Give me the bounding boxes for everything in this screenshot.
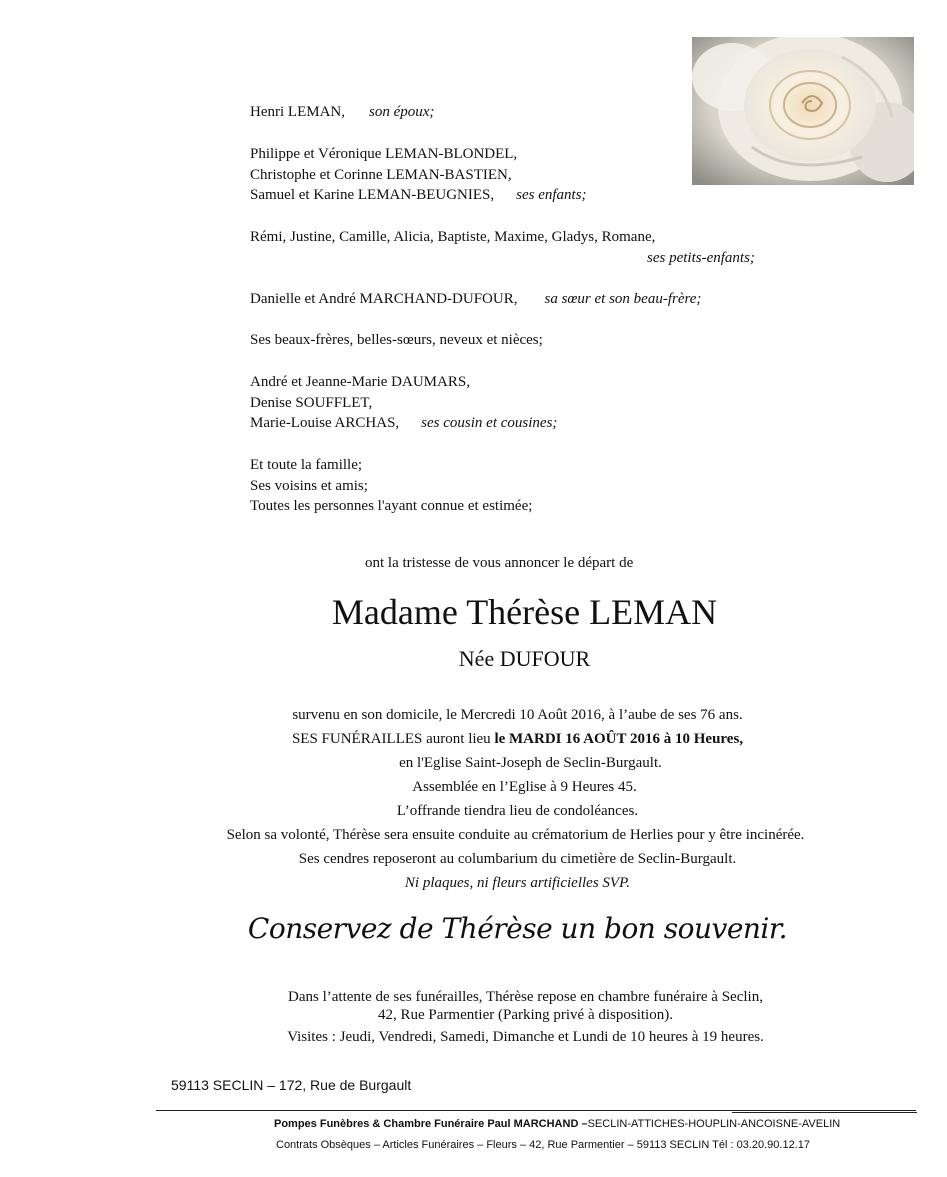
family-name: Samuel et Karine LEMAN-BEUGNIES, [250,187,495,204]
family-line: Et toute la famille; [250,457,363,473]
maiden-name: Née DUFOUR [458,646,591,671]
family-line: Toutes les personnes l'ayant connue et estimée; [250,498,533,515]
visit-line: 42, Rue Parmentier (Parking privé à disposition). [378,1007,673,1023]
detail-line: Selon sa volonté, Thérèse sera ensuite conduite au crématorium de Herlies pour y être incinérée. [226,827,805,843]
family-name: Marie-Louise ARCHAS, [250,415,400,432]
funeral-line [44,727,947,751]
relation-label: ses enfants; [516,187,587,204]
white-rose-photo [692,37,914,185]
family-line: Christophe et Corinne LEMAN-BASTIEN, [250,166,512,183]
visit-line: Dans l’attente de ses funérailles, Thérèse repose en chambre funéraire à Seclin, [288,989,763,1005]
rose-icon [692,37,914,185]
family-line: Ses voisins et amis; [250,477,368,494]
detail-line: Assemblée en l’Eglise à 9 Heures 45. [412,779,637,795]
detail-line: L’offrande tiendra lieu de condoléances. [396,803,639,819]
detail-line: Ses cendres reposeront au columbarium du cimetière de Seclin-Burgault. [298,851,737,867]
funeral-text: SES FUNÉRAILLES auront lieu [291,731,495,747]
family-line-grandchildren: Rémi, Justine, Camille, Alicia, Baptiste, Maxime, Gladys, Romane, [250,229,656,245]
detail-note: Ni plaques, ni fleurs artificielles SVP. [404,875,631,891]
family-line: André et Jeanne-Marie DAUMARS, [250,374,470,390]
footer-divider [156,1110,916,1111]
relation-label: son époux; [368,104,435,120]
relation-label: ses petits-enfants; [647,249,755,266]
visit-line: Visites : Jeudi, Vendredi, Samedi, Dimanche et Lundi de 10 heures à 19 heures. [287,1029,764,1045]
announcement-text: ont la tristesse de vous annoncer le départ de [365,555,634,571]
family-line-cousins [250,413,557,434]
souvenir-line: Conservez de Thérèse un bon souvenir. [247,912,788,945]
home-address: 59113 SECLIN – 172, Rue de Burgault [171,1077,412,1093]
family-name: Henri LEMAN, [250,104,345,120]
family-line: Denise SOUFFLET, [250,394,373,411]
company-name: Pompes Funèbres & Chambre Funéraire Paul MARCHAND – [274,1118,588,1130]
family-line: Philippe et Véronique LEMAN-BLONDEL, [250,146,518,162]
detail-line: en l'Eglise Saint-Joseph de Seclin-Burgault. [399,755,662,771]
family-line-children [250,185,587,206]
deceased-name: Madame Thérèse LEMAN [331,592,718,632]
family-line-sister [250,289,701,310]
family-line: Ses beaux-frères, belles-sœurs, neveux et nièces; [250,332,543,348]
company-locations: SECLIN-ATTICHES-HOUPLIN-ANCOISNE-AVELIN [587,1118,841,1130]
footer-contact-line: Contrats Obsèques – Articles Funéraires – Fleurs – 42, Rue Parmentier – 59113 SECLIN Tél : 03.20.90.12.17 [276,1139,810,1151]
relation-label: ses cousin et cousines; [421,415,558,432]
family-name: Danielle et André MARCHAND-DUFOUR, [250,291,518,307]
funeral-date: le MARDI 16 AOÛT 2016 à 10 Heures, [494,731,744,747]
detail-line: survenu en son domicile, le Mercredi 10 Août 2016, à l’aube de ses 76 ans. [292,707,743,723]
footer-divider-accent [732,1112,917,1113]
family-line-husband [250,102,434,123]
relation-label: sa sœur et son beau-frère; [544,291,702,307]
footer-company-line [274,1118,840,1130]
